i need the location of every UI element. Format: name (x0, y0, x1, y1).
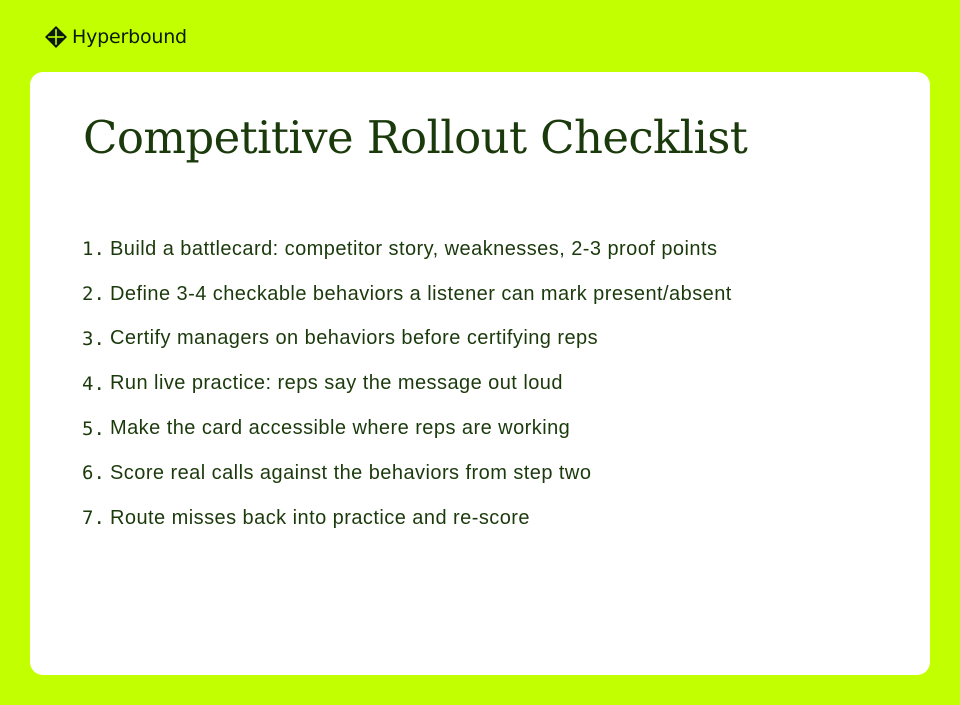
step-text: Certify managers on behaviors before certifying reps (110, 327, 599, 350)
list-item (82, 317, 732, 362)
step-text: Score real calls against the behaviors from step two (110, 461, 592, 484)
step-text: Define 3-4 checkable behaviors a listener can mark present/absent (110, 282, 732, 305)
list-item (82, 406, 732, 451)
step-number: 3. (82, 327, 105, 350)
step-text: Build a battlecard: competitor story, weaknesses, 2-3 proof points (110, 237, 718, 260)
step-text: Route misses back into practice and re-score (110, 506, 530, 529)
step-number: 5. (82, 417, 105, 440)
list-item (82, 496, 732, 541)
list-item (82, 361, 732, 406)
list-item (82, 451, 732, 496)
step-number: 1. (82, 238, 105, 261)
step-number: 7. (82, 507, 105, 530)
step-number: 2. (82, 283, 105, 306)
step-number: 4. (82, 372, 105, 395)
checklist-card (30, 72, 930, 675)
list-item (82, 272, 732, 317)
step-text: Run live practice: reps say the message out loud (110, 372, 563, 395)
checklist (82, 227, 732, 541)
step-text: Make the card accessible where reps are working (110, 417, 571, 440)
list-item (82, 227, 732, 272)
step-number: 6. (82, 462, 105, 485)
brand-name: Hyperbound (72, 26, 187, 48)
page-title: Competitive Rollout Checklist (83, 111, 748, 164)
diamond-logo-icon (45, 26, 67, 48)
brand-logo (45, 24, 187, 50)
